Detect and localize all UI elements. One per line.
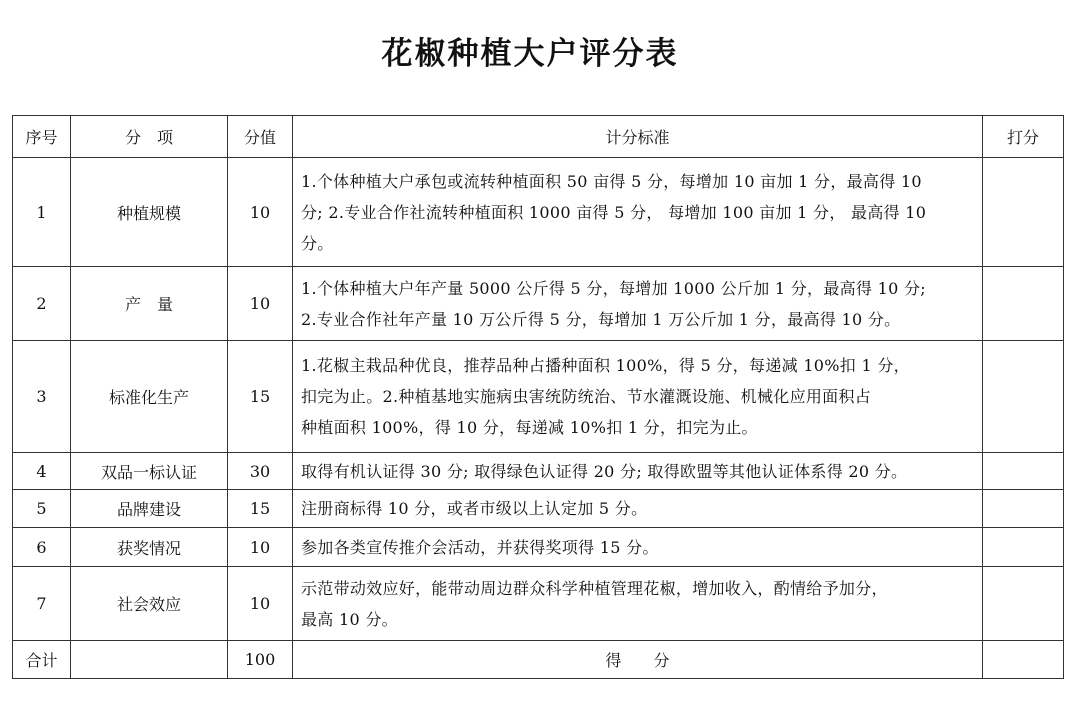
total-label: 合计 (13, 641, 71, 679)
row-criteria (293, 453, 983, 490)
criteria-line: 最高 10 分。 (301, 609, 398, 629)
row-number: 1 (13, 158, 71, 267)
row-criteria (293, 267, 983, 341)
criteria-line: 注册商标得 10 分，或者市级以上认定加 5 分。 (301, 499, 648, 518)
criteria-line: 1.个体种植大户年产量 5000 公斤得 5 分，每增加 1000 公斤加 1 分，最高得 10 分; (301, 278, 926, 298)
table-row (13, 341, 1064, 453)
row-points: 10 (228, 267, 293, 341)
row-score-cell[interactable] (983, 453, 1064, 490)
table-row (13, 528, 1064, 567)
row-item: 品牌建设 (71, 490, 228, 528)
table-row (13, 490, 1064, 528)
header-no: 序号 (13, 116, 71, 158)
row-points: 10 (228, 528, 293, 567)
criteria-line: 扣完为止。2.种植基地实施病虫害统防统治、节水灌溉设施、机械化应用面积占 (301, 387, 872, 406)
row-score-cell[interactable] (983, 567, 1064, 641)
row-criteria (293, 528, 983, 567)
total-item-empty (71, 641, 228, 679)
table-row (13, 267, 1064, 341)
total-points: 100 (228, 641, 293, 679)
row-item: 种植规模 (71, 158, 228, 267)
table-row (13, 567, 1064, 641)
row-points: 15 (228, 490, 293, 528)
row-number: 7 (13, 567, 71, 641)
row-points: 30 (228, 453, 293, 490)
criteria-line: 1.花椒主栽品种优良，推荐品种占播种面积 100%，得 5 分，每递减 10%扣 1 分， (301, 356, 910, 375)
row-score-cell[interactable] (983, 528, 1064, 567)
row-number: 3 (13, 341, 71, 453)
score-table (12, 115, 1064, 679)
row-number: 6 (13, 528, 71, 567)
row-criteria (293, 158, 983, 267)
criteria-line: 参加各类宣传推介会活动，并获得奖项得 15 分。 (301, 537, 659, 557)
criteria-line: 种植面积 100%，得 10 分，每递减 10%扣 1 分，扣完为止。 (301, 418, 758, 437)
row-score-cell[interactable] (983, 341, 1064, 453)
table-row (13, 453, 1064, 490)
total-row (13, 641, 1064, 679)
row-points: 10 (228, 567, 293, 641)
row-score-cell[interactable] (983, 158, 1064, 267)
criteria-line: 取得有机认证得 30 分; 取得绿色认证得 20 分; 取得欧盟等其他认证体系得 20 分。 (301, 461, 908, 481)
header-item: 分 项 (71, 116, 228, 158)
row-item: 获奖情况 (71, 528, 228, 567)
row-points: 15 (228, 341, 293, 453)
criteria-line: 1.个体种植大户承包或流转种植面积 50 亩得 5 分，每增加 10 亩加 1 分，最高得 10 (301, 171, 922, 191)
total-score-label: 得 分 (293, 641, 983, 679)
row-criteria (293, 567, 983, 641)
criteria-line: 分; 2.专业合作社流转种植面积 1000 亩得 5 分， 每增加 100 亩加 1 分， 最高得 10 (301, 202, 927, 222)
header-score: 打分 (983, 116, 1064, 158)
header-criteria: 计分标准 (293, 116, 983, 158)
row-score-cell[interactable] (983, 490, 1064, 528)
criteria-line: 分。 (301, 233, 334, 253)
row-criteria (293, 341, 983, 453)
row-number: 5 (13, 490, 71, 528)
row-item: 标准化生产 (71, 341, 228, 453)
criteria-line: 2.专业合作社年产量 10 万公斤得 5 分，每增加 1 万公斤加 1 分，最高得 10 分。 (301, 309, 901, 329)
table-row (13, 158, 1064, 267)
row-number: 2 (13, 267, 71, 341)
row-item: 产 量 (71, 267, 228, 341)
total-score-cell[interactable] (983, 641, 1064, 679)
row-item: 双品一标认证 (71, 453, 228, 490)
row-number: 4 (13, 453, 71, 490)
page-title: 花椒种植大户评分表 (381, 36, 679, 72)
row-points: 10 (228, 158, 293, 267)
row-item: 社会效应 (71, 567, 228, 641)
criteria-line: 示范带动效应好，能带动周边群众科学种植管理花椒，增加收入，酌情给予加分， (301, 578, 888, 598)
table-header-row (13, 116, 1064, 158)
row-score-cell[interactable] (983, 267, 1064, 341)
header-points: 分值 (228, 116, 293, 158)
row-criteria (293, 490, 983, 528)
